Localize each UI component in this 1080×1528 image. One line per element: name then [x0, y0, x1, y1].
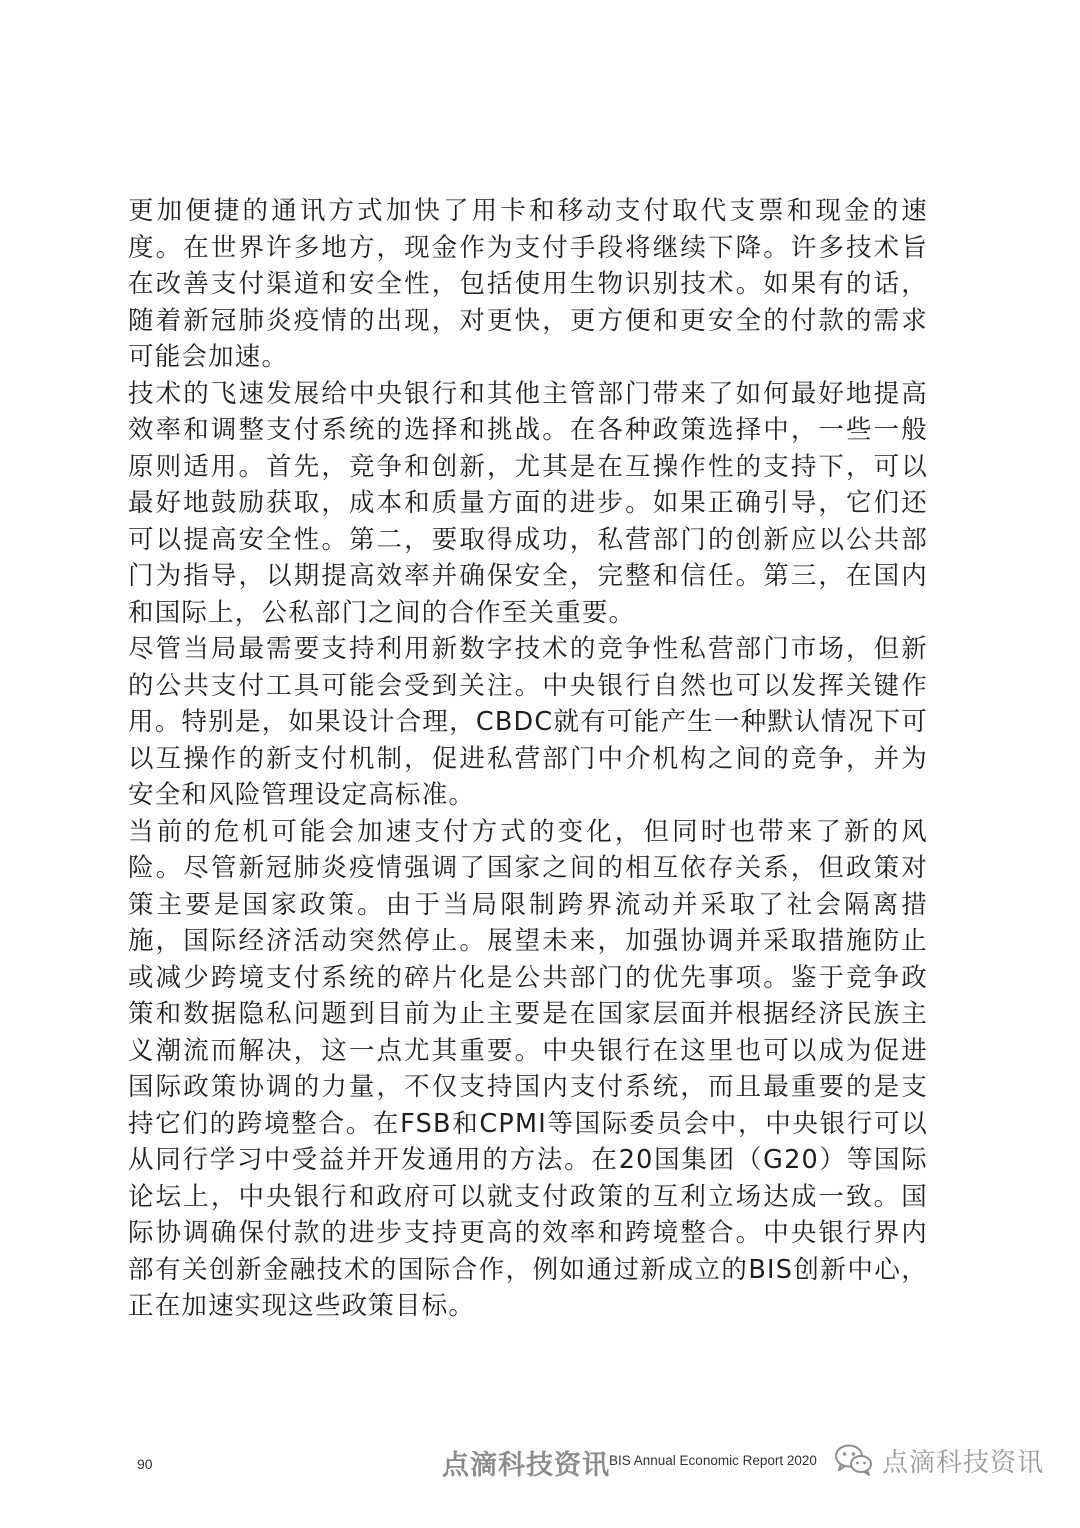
paragraph: 更加便捷的通讯方式加快了用卡和移动支付取代支票和现金的速度。在世界许多地方，现金作为支付手段将继续下降。许多技术旨在改善支付渠道和安全性，包括使用生物识别技术。如果有的话，随着新冠肺炎疫情的出现，对更快，更方便和更安全的付款的需求可能会加速。	[128, 196, 928, 372]
paragraph: 技术的飞速发展给中央银行和其他主管部门带来了如何最好地提高效率和调整支付系统的选择和挑战。在各种政策选择中，一些一般原则适用。首先，竞争和创新，尤其是在互操作性的支持下，可以最好地鼓励获取，成本和质量方面的进步。如果正确引导，它们还可以提高安全性。第二，要取得成功，私营部门的创新应以公共部门为指导，以期提高效率并确保安全，完整和信任。第三，在国内和国际上，公私部门之间的合作至关重要。	[128, 378, 928, 628]
watermark-text: 点滴科技资讯	[442, 1450, 610, 1481]
body-text	[128, 193, 928, 1325]
page-number: 90	[137, 1456, 153, 1472]
wechat-icon	[834, 1443, 874, 1477]
paragraph: 尽管当局最需要支持利用新数字技术的竞争性私营部门市场，但新的公共支付工具可能会受到关注。中央银行自然也可以发挥关键作用。特别是，如果设计合理，CBDC就有可能产生一种默认情况下可以互操作的新支付机制，促进私营部门中介机构之间的竞争，并为安全和风险管理设定高标准。	[128, 634, 928, 810]
report-title: BIS Annual Economic Report 2020	[609, 1453, 817, 1468]
wechat-label: 点滴科技资讯	[882, 1447, 1045, 1478]
wechat-watermark	[834, 1440, 1044, 1480]
paragraph: 当前的危机可能会加速支付方式的变化，但同时也带来了新的风险。尽管新冠肺炎疫情强调了国家之间的相互依存关系，但政策对策主要是国家政策。由于当局限制跨界流动并采取了社会隔离措施，国际经济活动突然停止。展望未来，加强协调并采取措施防止或减少跨境支付系统的碎片化是公共部门的优先事项。鉴于竞争政策和数据隐私问题到目前为止主要是在国家层面并根据经济民族主义潮流而解决，这一点尤其重要。中央银行在这里也可以成为促进国际政策协调的力量，不仅支持国内支付系统，而且最重要的是支持它们的跨境整合。在FSB和CPMI等国际委员会中，中央银行可以从同行学习中受益并开发通用的方法。在20国集团（G20）等国际论坛上，中央银行和政府可以就支付政策的互利立场达成一致。国际协调确保付款的进步支持更高的效率和跨境整合。中央银行界内部有关创新金融技术的国际合作，例如通过新成立的BIS创新中心，正在加速实现这些政策目标。	[128, 816, 928, 1321]
page-footer	[0, 1436, 1080, 1496]
